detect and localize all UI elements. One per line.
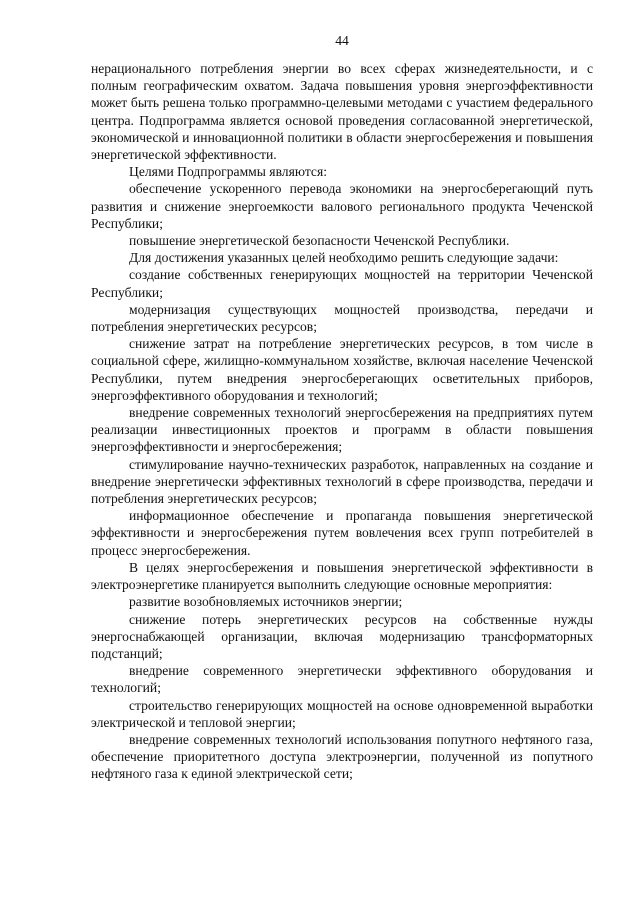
paragraph-8: снижение затрат на потребление энергетических ресурсов, в том числе в социальной сфере, жилищно-коммунальном хозяйстве, включая население Чеченской Республики, путем внедрения энергосберегающих осветительных приборов, энергоэффективного оборудования и технологий; [91,336,593,403]
paragraph-6: создание собственных генерирующих мощностей на территории Чеченской Республики; [91,267,593,300]
paragraph-10: стимулирование научно-технических разработок, направленных на создание и внедрение энергетически эффективных технологий в сфере производства, передачи и потребления энергетических ресурсов; [91,456,593,507]
paragraph-1: нерационального потребления энергии во всех сферах жизнедеятельности, и с полным географическим охватом. Задача повышения уровня энергоэффективности может быть решена только программно-целевыми методами с участием федерального центра. Подпрограмма является основой проведения согласованной энергетической, экономической и инновационной политики в области энергосбережения и повышения энергетической эффективности. [91,61,593,163]
paragraph-3: обеспечение ускоренного перевода экономики на энергосберегающий путь развития и снижение энергоемкости валового регионального продукта Чеченской Республики; [91,181,593,231]
paragraph-2: Целями Подпрограммы являются: [129,164,327,180]
paragraph-9: внедрение современных технологий энергосбережения на предприятиях путем реализации инвестиционных проектов и программ в области повышения энергоэффективности и энергосбережения; [91,405,593,455]
paragraph-7: модернизация существующих мощностей производства, передачи и потребления энергетических ресурсов; [91,301,593,335]
paragraph-16: строительство генерирующих мощностей на основе одновременной выработки электрической и тепловой энергии; [91,697,593,730]
paragraph-12: В целях энергосбережения и повышения энергетической эффективности в электроэнергетике планируется выполнить следующие основные мероприятия: [91,559,593,593]
paragraph-13: развитие возобновляемых источников энергии; [129,594,403,610]
paragraph-4: повышение энергетической безопасности Чеченской Республики. [129,233,510,249]
paragraph-15: внедрение современного энергетически эффективного оборудования и технологий; [91,663,593,696]
paragraph-17: внедрение современных технологий использования попутного нефтяного газа, обеспечение приоритетного доступа электроэнергии, полученной из попутного нефтяного газа к единой электрической сети; [91,731,593,782]
paragraph-14: снижение потерь энергетических ресурсов на собственные нужды энергоснабжающей организации, включая модернизацию трансформаторных подстанций; [91,611,593,661]
paragraph-11: информационное обеспечение и пропаганда повышения энергетической эффективности и энергосбережения путем вовлечения всех групп потребителей в процесс энергосбережения. [91,508,593,558]
paragraph-5: Для достижения указанных целей необходимо решить следующие задачи: [129,250,559,266]
page-number: 44 [335,33,349,48]
